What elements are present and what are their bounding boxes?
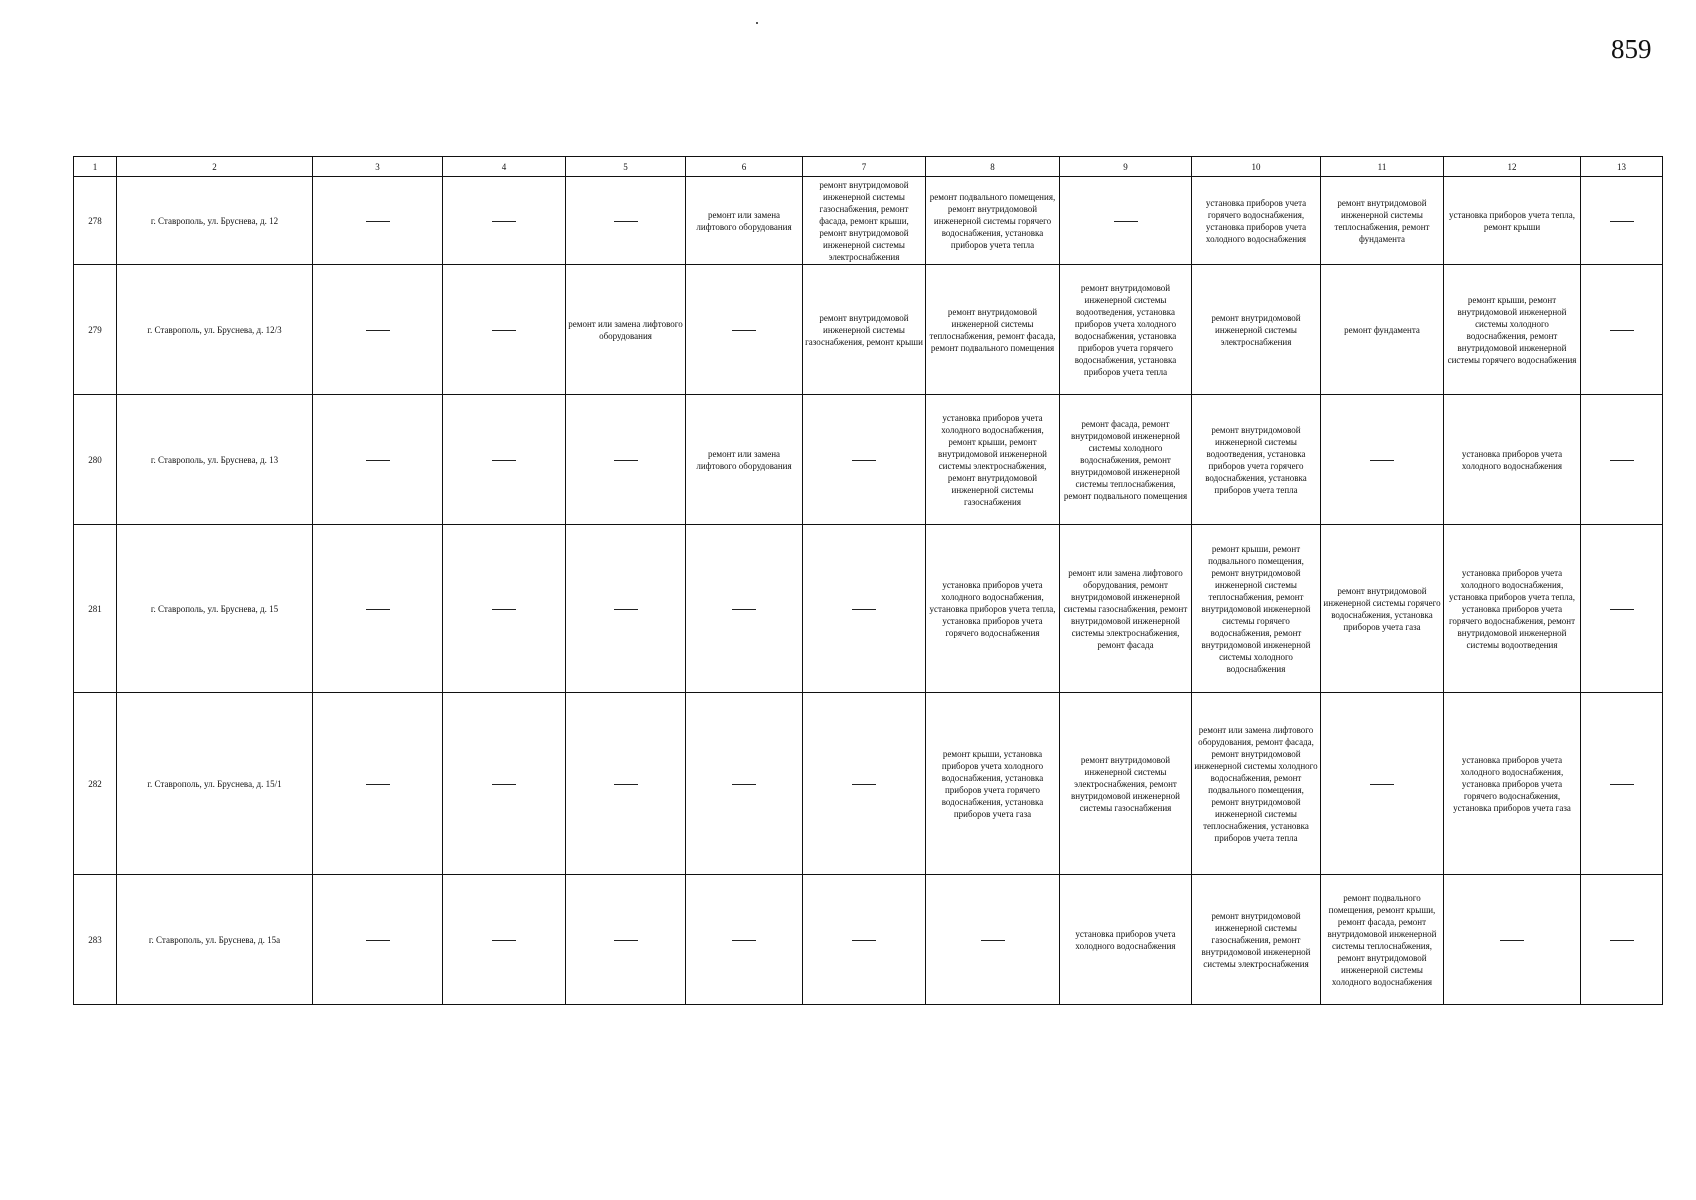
work-type-cell	[803, 875, 926, 1005]
work-type-cell	[443, 395, 566, 525]
empty-dash	[732, 940, 756, 941]
work-type-cell: установка приборов учета холодного водоснабжения, установка приборов учета тепла, установка приборов учета горячего водоснабжения, ремонт внутридомовой инженерной системы водоотведения	[1444, 525, 1581, 693]
work-type-cell: ремонт внутридомовой инженерной системы газоснабжения, ремонт фасада, ремонт крыши, ремонт внутридомовой инженерной системы электроснабжения	[803, 177, 926, 265]
row-number-cell: 278	[74, 177, 117, 265]
work-type-cell: ремонт или замена лифтового оборудования	[686, 177, 803, 265]
empty-dash	[614, 609, 638, 610]
table-row	[74, 525, 1663, 693]
empty-dash	[1610, 784, 1634, 785]
work-type-cell	[1581, 875, 1663, 1005]
page-number: 859	[1611, 34, 1652, 64]
work-type-cell	[313, 395, 443, 525]
empty-dash	[366, 784, 390, 785]
work-type-cell	[566, 875, 686, 1005]
column-header: 7	[803, 157, 926, 177]
empty-dash	[492, 330, 516, 331]
column-header: 12	[1444, 157, 1581, 177]
work-type-cell: ремонт фундамента	[1321, 265, 1444, 395]
work-type-cell	[566, 525, 686, 693]
table-row	[74, 693, 1663, 875]
empty-dash	[492, 221, 516, 222]
column-header: 2	[117, 157, 313, 177]
work-type-cell: ремонт фасада, ремонт внутридомовой инженерной системы холодного водоснабжения, ремонт внутридомовой инженерной системы теплоснабжения, ремонт подвального помещения	[1060, 395, 1192, 525]
work-type-cell	[926, 875, 1060, 1005]
empty-dash	[492, 609, 516, 610]
empty-dash	[614, 221, 638, 222]
empty-dash	[614, 784, 638, 785]
work-type-cell	[1444, 875, 1581, 1005]
work-type-cell: ремонт внутридомовой инженерной системы горячего водоснабжения, установка приборов учета газа	[1321, 525, 1444, 693]
work-type-cell	[443, 875, 566, 1005]
work-type-cell: установка приборов учета тепла, ремонт крыши	[1444, 177, 1581, 265]
work-type-cell	[1581, 265, 1663, 395]
work-type-cell	[686, 525, 803, 693]
empty-dash	[492, 460, 516, 461]
empty-dash	[366, 609, 390, 610]
work-type-cell: ремонт или замена лифтового оборудования, ремонт фасада, ремонт внутридомовой инженерной системы холодного водоснабжения, ремонт подвального помещения, ремонт внутридомовой инженерной системы теплоснабжения, установка приборов учета тепла	[1192, 693, 1321, 875]
empty-dash	[366, 221, 390, 222]
table-row	[74, 177, 1663, 265]
work-type-cell: ремонт внутридомовой инженерной системы электроснабжения, ремонт внутридомовой инженерной системы газоснабжения	[1060, 693, 1192, 875]
row-number-cell: 283	[74, 875, 117, 1005]
work-type-cell	[1581, 177, 1663, 265]
work-type-cell	[313, 693, 443, 875]
work-type-cell	[1581, 395, 1663, 525]
empty-dash	[852, 460, 876, 461]
work-type-cell	[443, 693, 566, 875]
column-header: 1	[74, 157, 117, 177]
work-type-cell: ремонт внутридомовой инженерной системы теплоснабжения, ремонт фундамента	[1321, 177, 1444, 265]
empty-dash	[614, 940, 638, 941]
empty-dash	[1610, 221, 1634, 222]
column-header: 11	[1321, 157, 1444, 177]
work-type-cell	[566, 693, 686, 875]
table-row	[74, 395, 1663, 525]
empty-dash	[492, 784, 516, 785]
empty-dash	[1370, 784, 1394, 785]
work-type-cell: ремонт внутридомовой инженерной системы газоснабжения, ремонт крыши	[803, 265, 926, 395]
work-type-cell: установка приборов учета холодного водоснабжения	[1444, 395, 1581, 525]
empty-dash	[1610, 609, 1634, 610]
column-header: 3	[313, 157, 443, 177]
empty-dash	[732, 330, 756, 331]
work-type-cell: ремонт или замена лифтового оборудования	[686, 395, 803, 525]
scan-speck	[756, 22, 758, 24]
work-type-cell	[313, 525, 443, 693]
work-type-cell: установка приборов учета холодного водоснабжения, ремонт крыши, ремонт внутридомовой инженерной системы электроснабжения, ремонт внутридомовой инженерной системы газоснабжения	[926, 395, 1060, 525]
work-type-cell	[443, 525, 566, 693]
address-cell: г. Ставрополь, ул. Бруснева, д. 13	[117, 395, 313, 525]
work-type-cell: ремонт подвального помещения, ремонт крыши, ремонт фасада, ремонт внутридомовой инженерной системы теплоснабжения, ремонт внутридомовой инженерной системы холодного водоснабжения	[1321, 875, 1444, 1005]
column-header: 9	[1060, 157, 1192, 177]
work-type-cell: ремонт внутридомовой инженерной системы теплоснабжения, ремонт фасада, ремонт подвального помещения	[926, 265, 1060, 395]
empty-dash	[366, 330, 390, 331]
work-type-cell: установка приборов учета холодного водоснабжения, установка приборов учета тепла, установка приборов учета горячего водоснабжения	[926, 525, 1060, 693]
empty-dash	[981, 940, 1005, 941]
work-type-cell	[1060, 177, 1192, 265]
empty-dash	[732, 609, 756, 610]
work-type-cell	[566, 177, 686, 265]
work-type-cell: ремонт внутридомовой инженерной системы газоснабжения, ремонт внутридомовой инженерной системы электроснабжения	[1192, 875, 1321, 1005]
work-type-cell: ремонт крыши, ремонт внутридомовой инженерной системы холодного водоснабжения, ремонт внутридомовой инженерной системы горячего водоснабжения	[1444, 265, 1581, 395]
work-type-cell: ремонт или замена лифтового оборудования, ремонт внутридомовой инженерной системы газоснабжения, ремонт внутридомовой инженерной системы электроснабжения, ремонт фасада	[1060, 525, 1192, 693]
work-type-cell	[443, 265, 566, 395]
work-type-cell: ремонт внутридомовой инженерной системы водоотведения, установка приборов учета холодного водоснабжения, установка приборов учета горячего водоснабжения, установка приборов учета тепла	[1060, 265, 1192, 395]
work-type-cell: ремонт внутридомовой инженерной системы водоотведения, установка приборов учета горячего водоснабжения, установка приборов учета тепла	[1192, 395, 1321, 525]
address-cell: г. Ставрополь, ул. Бруснева, д. 15а	[117, 875, 313, 1005]
row-number-cell: 282	[74, 693, 117, 875]
work-type-cell	[686, 265, 803, 395]
work-type-cell	[686, 875, 803, 1005]
table-row	[74, 875, 1663, 1005]
column-header: 8	[926, 157, 1060, 177]
work-type-cell: ремонт подвального помещения, ремонт внутридомовой инженерной системы горячего водоснабжения, установка приборов учета тепла	[926, 177, 1060, 265]
work-type-cell	[1581, 525, 1663, 693]
row-number-cell: 279	[74, 265, 117, 395]
empty-dash	[852, 609, 876, 610]
work-type-cell	[443, 177, 566, 265]
column-header: 5	[566, 157, 686, 177]
empty-dash	[1500, 940, 1524, 941]
work-type-cell: установка приборов учета холодного водоснабжения, установка приборов учета горячего водоснабжения, установка приборов учета газа	[1444, 693, 1581, 875]
work-type-cell: установка приборов учета горячего водоснабжения, установка приборов учета холодного водоснабжения	[1192, 177, 1321, 265]
table-header-row	[74, 157, 1663, 177]
work-type-cell	[803, 693, 926, 875]
column-header: 10	[1192, 157, 1321, 177]
empty-dash	[366, 460, 390, 461]
work-type-cell	[313, 177, 443, 265]
empty-dash	[614, 460, 638, 461]
column-header: 13	[1581, 157, 1663, 177]
row-number-cell: 281	[74, 525, 117, 693]
empty-dash	[1610, 330, 1634, 331]
column-header: 6	[686, 157, 803, 177]
empty-dash	[366, 940, 390, 941]
empty-dash	[852, 784, 876, 785]
empty-dash	[1610, 940, 1634, 941]
empty-dash	[1370, 460, 1394, 461]
column-header: 4	[443, 157, 566, 177]
address-cell: г. Ставрополь, ул. Бруснева, д. 12	[117, 177, 313, 265]
empty-dash	[1610, 460, 1634, 461]
work-type-cell: ремонт крыши, ремонт подвального помещения, ремонт внутридомовой инженерной системы теплоснабжения, ремонт внутридомовой инженерной системы горячего водоснабжения, ремонт внутридомовой инженерной системы холодного водоснабжения	[1192, 525, 1321, 693]
work-type-cell	[803, 525, 926, 693]
work-type-cell: ремонт или замена лифтового оборудования	[566, 265, 686, 395]
work-type-cell	[1581, 693, 1663, 875]
work-type-cell: ремонт внутридомовой инженерной системы электроснабжения	[1192, 265, 1321, 395]
work-type-cell	[313, 875, 443, 1005]
work-type-cell	[1321, 395, 1444, 525]
address-cell: г. Ставрополь, ул. Бруснева, д. 12/3	[117, 265, 313, 395]
work-type-cell	[566, 395, 686, 525]
work-type-cell	[1321, 693, 1444, 875]
address-cell: г. Ставрополь, ул. Бруснева, д. 15	[117, 525, 313, 693]
work-type-cell: ремонт крыши, установка приборов учета холодного водоснабжения, установка приборов учета горячего водоснабжения, установка приборов учета газа	[926, 693, 1060, 875]
row-number-cell: 280	[74, 395, 117, 525]
empty-dash	[852, 940, 876, 941]
empty-dash	[732, 784, 756, 785]
repair-schedule-table	[73, 156, 1663, 1005]
work-type-cell	[313, 265, 443, 395]
table-row	[74, 265, 1663, 395]
work-type-cell	[803, 395, 926, 525]
empty-dash	[1114, 221, 1138, 222]
address-cell: г. Ставрополь, ул. Бруснева, д. 15/1	[117, 693, 313, 875]
work-type-cell: установка приборов учета холодного водоснабжения	[1060, 875, 1192, 1005]
work-type-cell	[686, 693, 803, 875]
empty-dash	[492, 940, 516, 941]
